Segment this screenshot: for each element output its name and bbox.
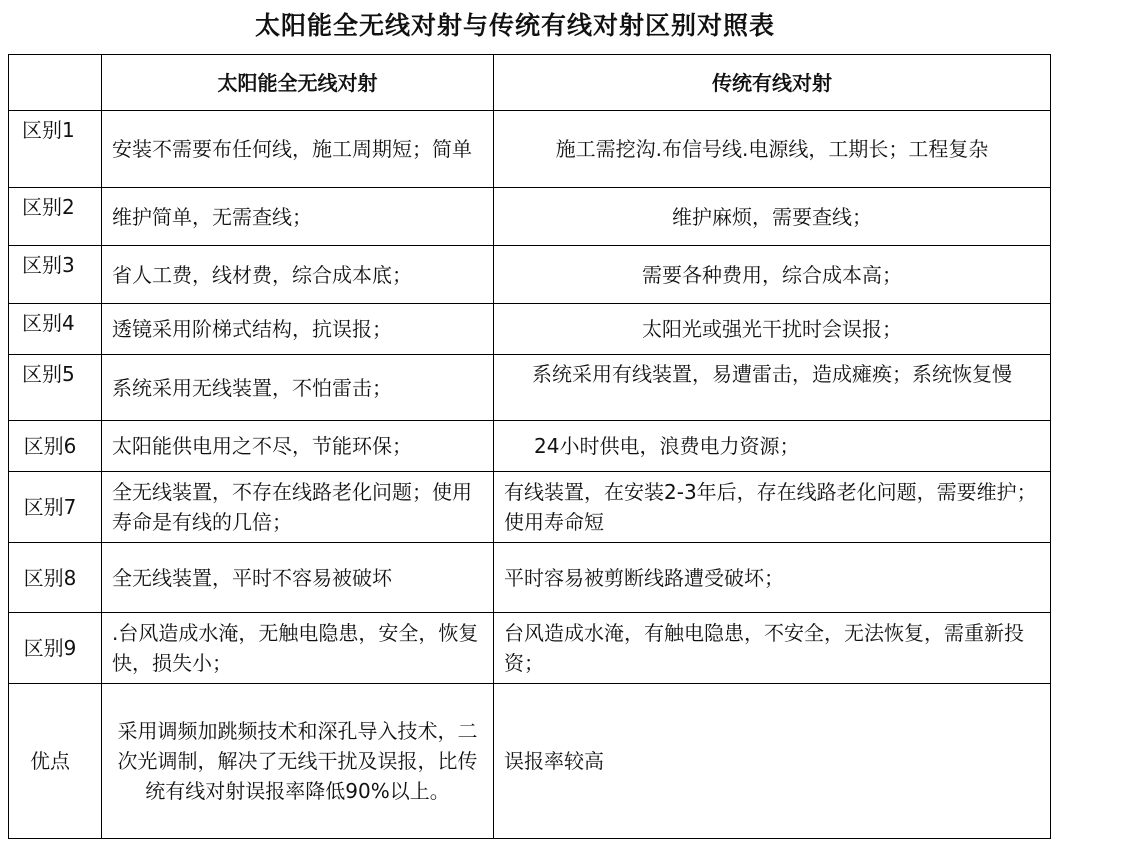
table-row: [9, 613, 1051, 684]
header-wireless: 太阳能全无线对射: [102, 55, 494, 111]
row-label: 区别4: [9, 304, 102, 355]
table-row: [9, 304, 1051, 355]
wireless-cell: 透镜采用阶梯式结构，抗误报；: [102, 304, 494, 355]
wireless-cell: 省人工费，线材费，综合成本底；: [102, 246, 494, 304]
row-label: 区别9: [9, 613, 102, 684]
table-row: [9, 684, 1051, 839]
table-row: [9, 472, 1051, 543]
wireless-cell: .台风造成水淹，无触电隐患，安全，恢复快，损失小；: [102, 613, 494, 684]
wired-cell: 24小时供电，浪费电力资源；: [494, 421, 1051, 472]
wired-cell: 太阳光或强光干扰时会误报；: [494, 304, 1051, 355]
row-label: 区别3: [9, 246, 102, 304]
comparison-table: [8, 54, 1051, 839]
table-header-row: [9, 55, 1051, 111]
table-row: [9, 246, 1051, 304]
wireless-cell: 采用调频加跳频技术和深孔导入技术，二次光调制，解决了无线干扰及误报，比传统有线对射误报率降低90%以上。: [102, 684, 494, 839]
wired-cell: 台风造成水淹，有触电隐患，不安全，无法恢复，需重新投资；: [494, 613, 1051, 684]
wireless-cell: 全无线装置，平时不容易被破坏: [102, 543, 494, 613]
table-row: [9, 188, 1051, 246]
wired-cell: 有线装置，在安装2-3年后，存在线路老化问题，需要维护；使用寿命短: [494, 472, 1051, 543]
wireless-cell: 太阳能供电用之不尽，节能环保；: [102, 421, 494, 472]
row-label: 区别2: [9, 188, 102, 246]
table-row: [9, 421, 1051, 472]
wired-cell: 施工需挖沟.布信号线.电源线，工期长；工程复杂: [494, 111, 1051, 188]
wireless-cell: 系统采用无线装置，不怕雷击；: [102, 355, 494, 421]
wired-cell: 误报率较高: [494, 684, 1051, 839]
page-title: 太阳能全无线对射与传统有线对射区别对照表: [254, 11, 775, 40]
row-label: 区别8: [9, 543, 102, 613]
wired-cell: 系统采用有线装置，易遭雷击，造成瘫痪；系统恢复慢: [494, 355, 1051, 421]
header-wired: 传统有线对射: [494, 55, 1051, 111]
table-row: [9, 543, 1051, 613]
row-label: 优点: [9, 684, 102, 839]
row-label: 区别7: [9, 472, 102, 543]
table-row: [9, 111, 1051, 188]
row-label: 区别1: [9, 111, 102, 188]
wired-cell: 维护麻烦，需要查线；: [494, 188, 1051, 246]
header-blank-cell: [9, 55, 102, 111]
row-label: 区别6: [9, 421, 102, 472]
wireless-cell: 维护简单，无需查线；: [102, 188, 494, 246]
wireless-cell: 安装不需要布任何线，施工周期短；简单: [102, 111, 494, 188]
wired-cell: 平时容易被剪断线路遭受破坏；: [494, 543, 1051, 613]
table-row: [9, 355, 1051, 421]
wired-cell: 需要各种费用，综合成本高；: [494, 246, 1051, 304]
wireless-cell: 全无线装置，不存在线路老化问题；使用寿命是有线的几倍；: [102, 472, 494, 543]
row-label: 区别5: [9, 355, 102, 421]
